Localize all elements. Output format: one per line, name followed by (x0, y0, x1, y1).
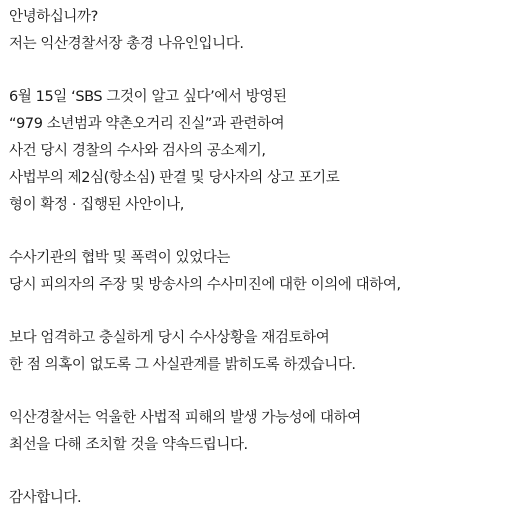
text-line: 수사기관의 협박 및 폭력이 있었다는 (9, 250, 230, 266)
text-line: 사건 당시 경찰의 수사와 검사의 공소제기, (9, 143, 266, 159)
text-line: 보다 엄격하고 충실하게 당시 수사상황을 재검토하여 (9, 330, 330, 346)
paragraph-broadcast-context (9, 84, 512, 219)
text-line: 한 점 의혹이 없도록 그 사실관계를 밝히도록 하겠습니다. (9, 357, 356, 373)
paragraph-gap (9, 58, 512, 84)
text-line: 6월 15일 ‘SBS 그것이 알고 싶다’에서 방영된 (9, 89, 287, 105)
greeting-line: 안녕하십니까? (9, 9, 98, 25)
paragraph-gap (9, 219, 512, 245)
paragraph-gap (9, 459, 512, 485)
paragraph-allegations (9, 245, 512, 299)
paragraph-gap (9, 379, 512, 405)
text-line: 사법부의 제2심(항소심) 판결 및 당사자의 상고 포기로 (9, 170, 340, 186)
closing-line: 감사합니다. (9, 490, 82, 506)
text-line: 익산경찰서는 억울한 사법적 피해의 발생 가능성에 대하여 (9, 410, 361, 426)
text-line: 형이 확정 · 집행된 사안이나, (9, 197, 184, 213)
text-line: 당시 피의자의 주장 및 방송사의 수사미진에 대한 이의에 대하여, (9, 277, 401, 293)
text-line: “979 소년범과 약촌오거리 진실”과 관련하여 (9, 116, 285, 132)
paragraph-gap (9, 299, 512, 325)
self-introduction-line: 저는 익산경찰서장 총경 나유인입니다. (9, 36, 244, 52)
greeting-block (9, 4, 512, 58)
paragraph-commitment (9, 405, 512, 459)
paragraph-review-pledge (9, 325, 512, 379)
text-line: 최선을 다해 조치할 것을 약속드립니다. (9, 437, 248, 453)
